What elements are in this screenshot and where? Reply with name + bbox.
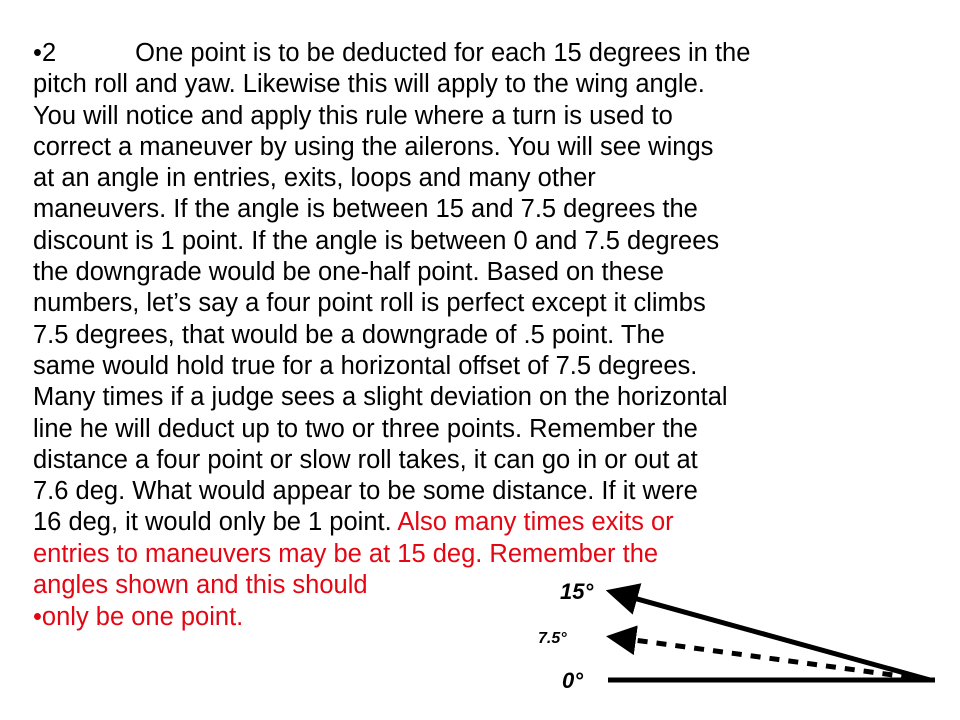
highlighted-line: angles shown and this should (33, 571, 368, 600)
paragraph-line: line he will deduct up to two or three points. Remember the (33, 414, 698, 443)
paragraph-line: 7.6 deg. What would appear to be some distance. If it were (33, 477, 698, 506)
highlighted-text: Also many times exits or (391, 508, 674, 537)
seven-point-five-degree-arrow (612, 637, 930, 680)
paragraph-line: distance a four point or slow roll takes, it can go in or out at (33, 445, 698, 474)
paragraph-line: maneuvers. If the angle is between 15 and 7.5 degrees the (33, 195, 698, 224)
paragraph-line: correct a maneuver by using the ailerons. You will see wings (33, 132, 714, 161)
item-number: 2 (41, 39, 57, 67)
paragraph-line: discount is 1 point. If the angle is between 0 and 7.5 degrees (33, 226, 720, 255)
label-7-5-degrees: 7.5° (538, 630, 567, 647)
paragraph-line-text: One point is to be deducted for each 15 degrees in the (135, 39, 751, 67)
paragraph-line-text: 16 deg, it would only be 1 point. (33, 508, 392, 537)
fifteen-degree-arrow (612, 592, 930, 680)
paragraph-line: the downgrade would be one-half point. Based on these (33, 258, 664, 287)
paragraph-line: pitch roll and yaw. Likewise this will apply to the wing angle. (33, 70, 705, 99)
paragraph-line: 7.5 degrees, that would be a downgrade of .5 point. The (33, 320, 665, 349)
paragraph-line: at an angle in entries, exits, loops and many other (33, 164, 596, 193)
second-bullet: •only be one point. (33, 603, 244, 631)
highlighted-line: entries to maneuvers may be at 15 deg. Remember the (33, 539, 659, 568)
paragraph-line: numbers, let’s say a four point roll is perfect except it climbs (33, 289, 706, 318)
paragraph-line: Many times if a judge sees a slight deviation on the horizontal (33, 383, 728, 412)
label-0-degrees: 0° (562, 668, 584, 693)
bullet-marker: • (33, 39, 42, 67)
label-15-degrees: 15° (560, 579, 594, 604)
paragraph-line: same would hold true for a horizontal offset of 7.5 degrees. (33, 351, 698, 380)
paragraph-line: You will notice and apply this rule where a turn is used to (33, 101, 673, 130)
